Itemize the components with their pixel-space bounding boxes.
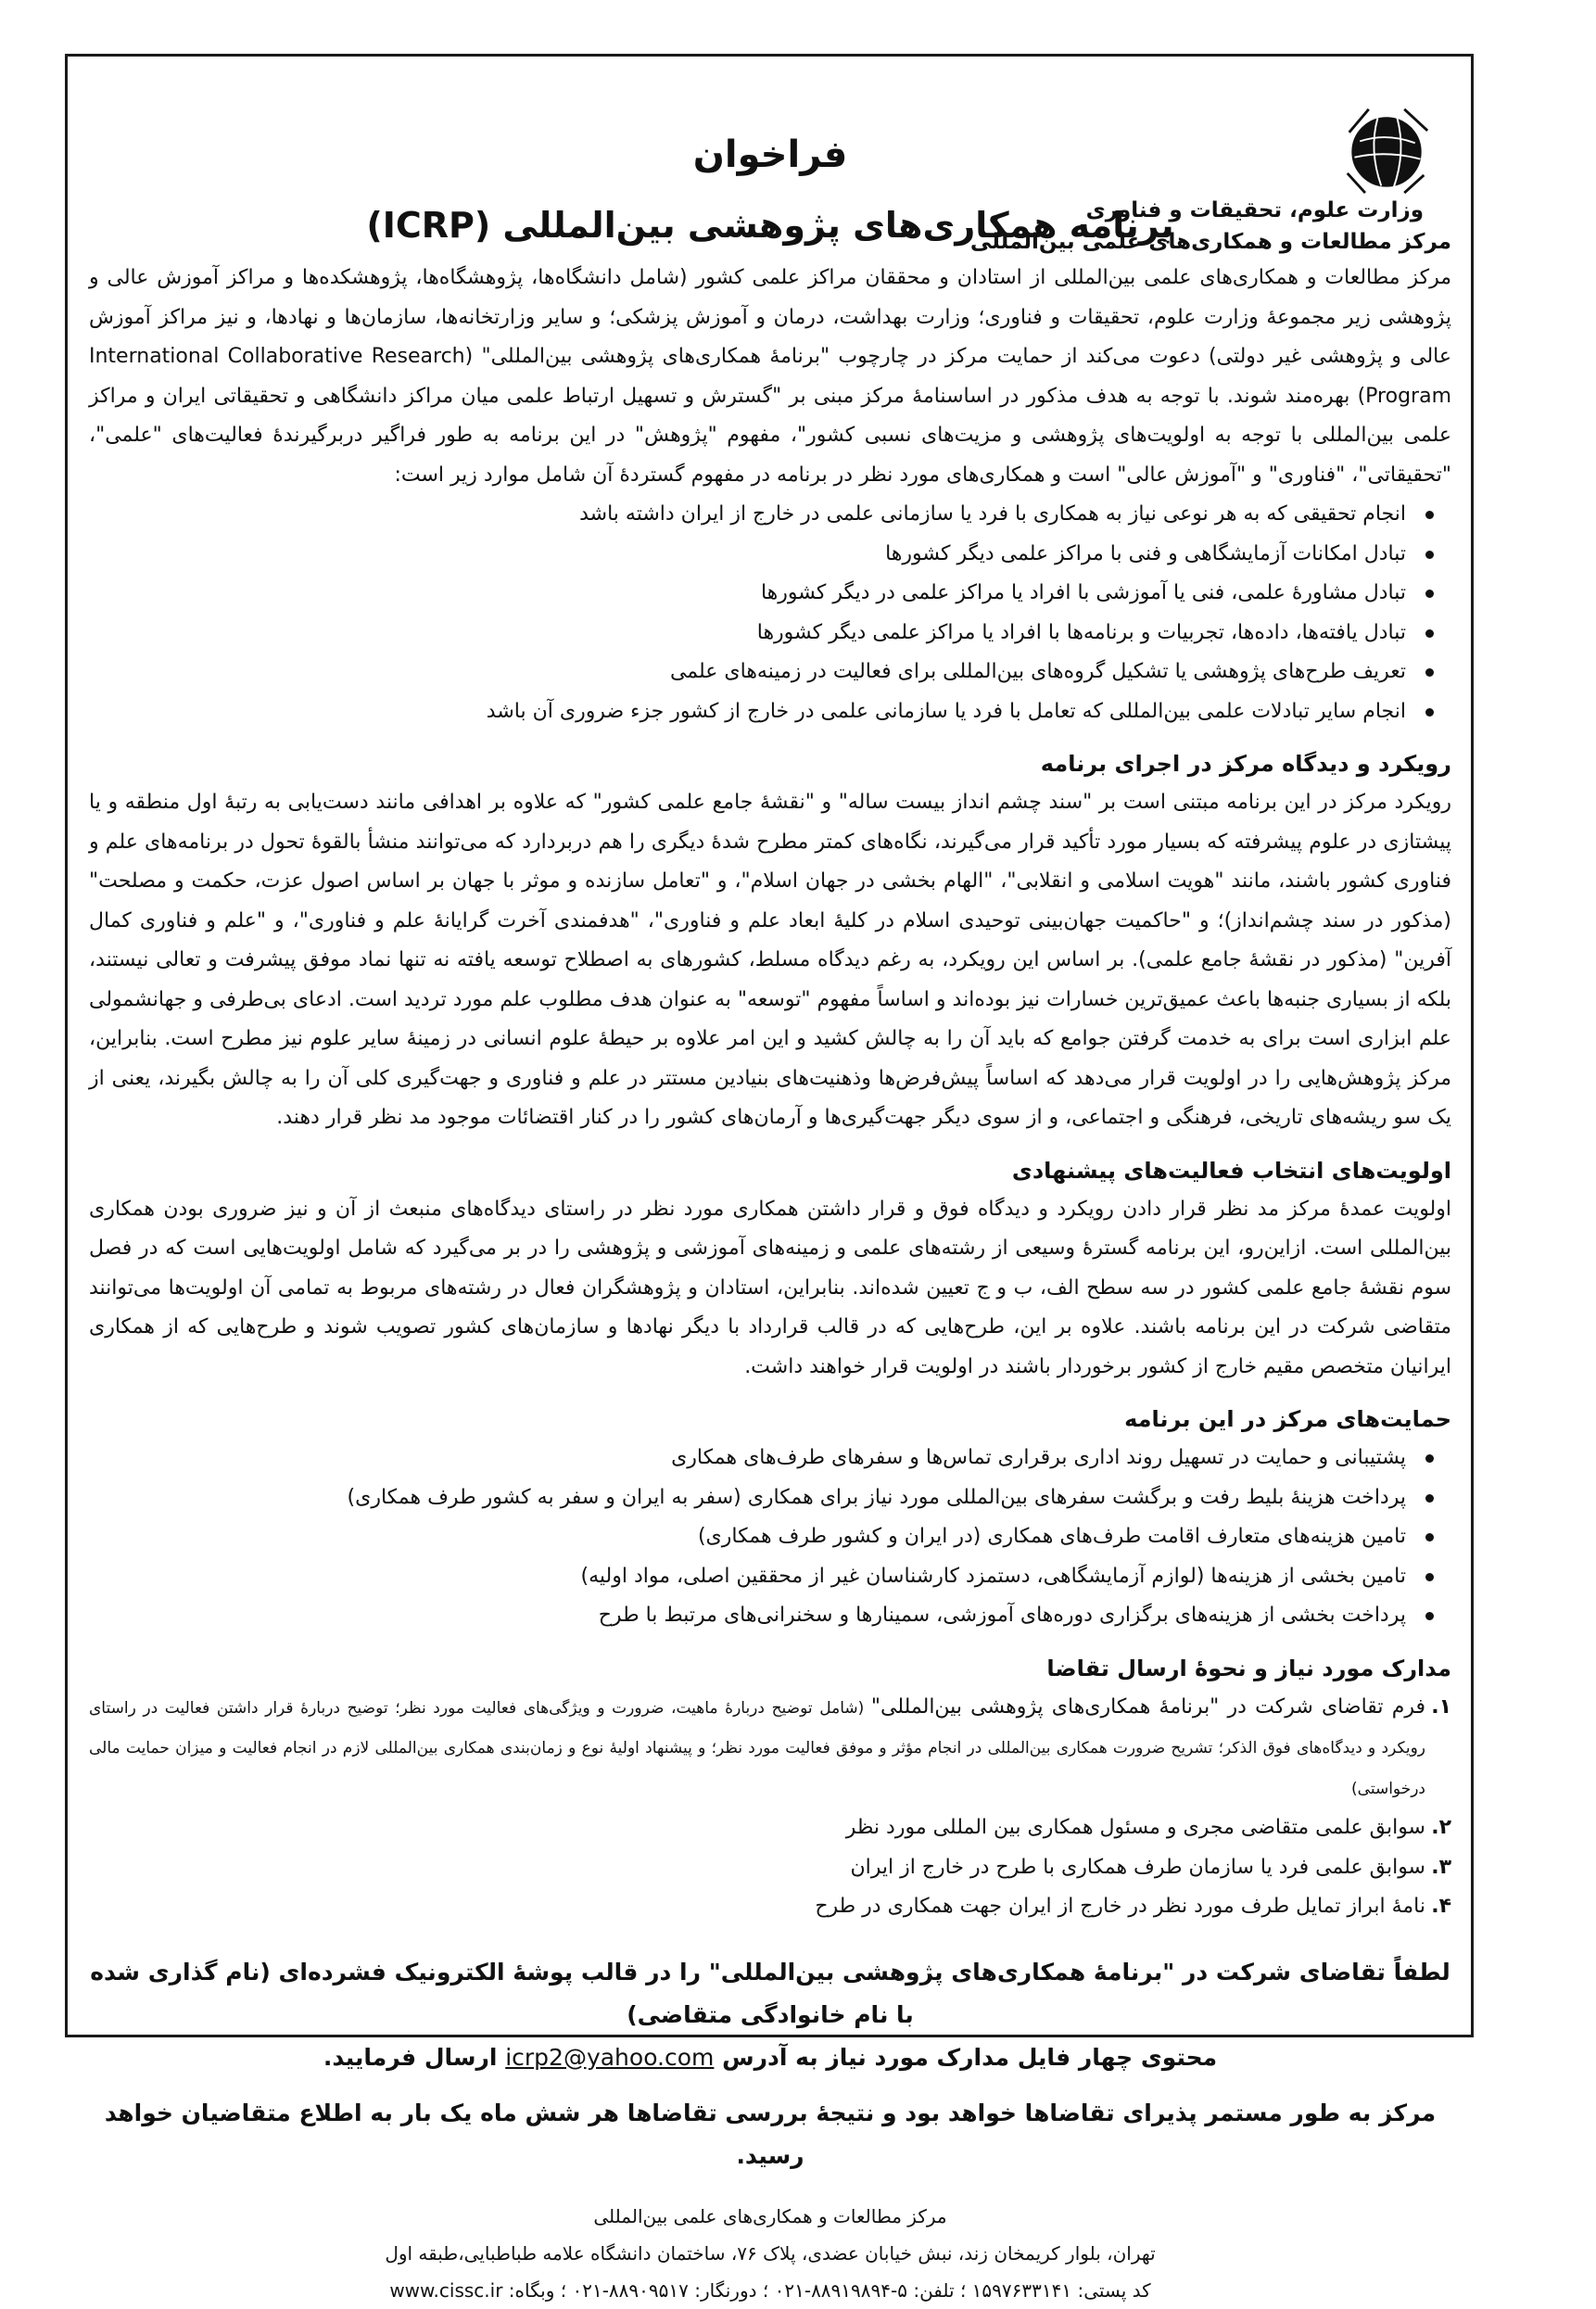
list-item: انجام تحقیقی که به هر نوعی نیاز به همکاری با فرد یا سازمانی علمی در خارج از ایران داشته باشد [89, 495, 1438, 535]
list-item: تبادل یافته‌ها، داده‌ها، تجربیات و برنامه‌ها با افراد یا مراکز علمی دیگر کشورها [89, 614, 1438, 653]
masthead [89, 59, 1451, 259]
list-item [89, 1688, 1451, 1809]
approach-paragraph: رویکرد مرکز در این برنامه مبتنی است بر "سند چشم انداز بیست ساله" و "نقشهٔ جامع علمی کشور" که علاوه بر اهدافی مانند دست‌یابی به رتبهٔ اول منطقه و یا پیشتازی در علوم پیشرفته که بسیار مورد تأکید قرار می‌گیرند، نگاه‌های کمتر مطرح شدهٔ دیگری را هم دربردارد که می‌توانند منشأ بالقوهٔ تحول در برنامه‌های علم و فناوری کشور باشند، مانند "هویت اسلامی و انقلابی"، "الهام بخشی در جهان اسلام"، و "تعامل سازنده و موثر با جهان بر اساس اصول عزت، حکمت و مصلحت" (مذکور در سند چشم‌انداز)؛ و "حاکمیت جهان‌بینی توحیدی اسلام در کلیهٔ ابعاد علم و فناوری"، "هدفمندی آخرت گرایانهٔ علم و فناوری"، و "علم و فناوری کمال آفرین" (مذکور در نقشهٔ جامع علمی). بر اساس این رویکرد، به رغم دیدگاه مسلط، کشورهای به اصطلاح توسعه یافته نه تنها نماد موفق پیشرفت و تعالی نیستند، بلکه از بسیاری جنبه‌ها باعث عمیق‌ترین خسارات نیز بوده‌اند و اساساً مفهوم "توسعه" به عنوان هدف مطلوب علم مورد تردید است. ادعای بی‌طرفی و جهانشمولی علم ابزاری است برای به خدمت گرفتن جوامع که باید آن را به چالش کشید و این امر علاوه بر حیطهٔ علوم انسانی در زمینهٔ سایر علوم نیز مطرح است. بنابراین، مرکز پژوهش‌هایی را در اولویت قرار می‌دهد که اساساً پیش‌فرض‌ها وذهنیت‌های بنیادین مستتر در علم و فناوری و جهت‌گیری کلی آن را به چالش بگیرند، یعنی از یک سو ریشه‌های تاریخی، فرهنگی و اجتماعی، و از سوی دیگر جهت‌گیری‌ها و آرمان‌های کشور را در کنار اقتضائات موجود مد نظر قرار دهند. [89, 791, 1451, 1129]
list-item: تبادل مشاورهٔ علمی، فنی یا آموزشی با افراد یا مراکز علمی در دیگر کشورها [89, 574, 1438, 614]
review-notice: مرکز به طور مستمر پذیرای تقاضاها خواهد بود و نتیجهٔ بررسی تقاضاها هر شش ماه یک بار به اطلاع متقاضیان خواهد رسید. [104, 2099, 1437, 2169]
list-item: تبادل امکانات آزمایشگاهی و فنی با مراکز علمی دیگر کشورها [89, 535, 1438, 575]
list-item [89, 1808, 1451, 1848]
item-number: ۳. [1431, 1855, 1451, 1879]
request-line-2: محتوی چهار فایل مدارک مورد نیاز به آدرس icrp2@yahoo.com ارسال فرمایید. [323, 2043, 1218, 2071]
list-item [89, 1848, 1451, 1888]
approach-heading: رویکرد و دیدگاه مرکز در اجرای برنامه [1040, 751, 1451, 777]
ministry-name: وزارت علوم، تحقیقات و فناوری [1085, 198, 1424, 222]
documents-list [89, 1688, 1451, 1927]
priorities-paragraph: اولویت عمدهٔ مرکز مد نظر قرار دادن رویکرد و دیدگاه فوق و قرار داشتن همکاری مورد نظر در راستای دیدگاه‌های منبعث از آن و نیز ضروری بودن همکاری بین‌المللی است. ازاین‌رو، این برنامه گسترهٔ وسیعی از رشته‌های علمی و زمینه‌های آموزشی و پژوهشی را در بر می‌گیرد که شامل اولویت‌هایی است که در فصل سوم نقشهٔ جامع علمی کشور در سه سطح الف، ب و ج تعیین شده‌اند. بنابراین، استادان و پژوهشگران فعال در رشته‌های مربوط به تمامی آن اولویت‌ها می‌توانند متقاضی شرکت در این برنامه باشند. علاوه بر این، طرح‌هایی که در قالب قرارداد با دیگر نهادها و سازمان‌های کشور تصویب شوند و طرح‌هایی که از همکاری ایرانیان متخصص مقیم خارج از کشور برخوردار باشند در اولویت قرار خواهند داشت. [89, 1197, 1451, 1378]
item-text: نامهٔ ابراز تمایل طرف مورد نظر در خارج از ایران جهت همکاری در طرح [815, 1895, 1425, 1918]
support-list [89, 1439, 1451, 1636]
priorities-heading: اولویت‌های انتخاب فعالیت‌های پیشنهادی [1011, 1157, 1451, 1184]
list-item: تامین هزینه‌های متعارف اقامت طرف‌های همکاری (در ایران و کشور طرف همکاری) [89, 1517, 1438, 1557]
intro-paragraph: مرکز مطالعات و همکاری‌های علمی بین‌المللی از استادان و محققان مراکز علمی کشور (شامل دانشگاه‌ها، پژوهشگاه‌ها، پژوهشکده‌ها و مراکز آموزش عالی و پژوهشی زیر مجموعهٔ وزارت علوم، تحقیقات و فناوری؛ وزارت بهداشت، درمان و آموزش پزشکی؛ و سایر وزارتخانه‌ها، سازمان‌ها و نهادها، و نیز مراکز آموزش عالی و پژوهشی غیر دولتی) دعوت می‌کند از حمایت مرکز در چارچوب "برنامهٔ همکاری‌های پژوهشی بین‌المللی" (International Collaborative Research Program) بهره‌مند شوند. با توجه به هدف مذکور در اساسنامهٔ مرکز مبنی بر "گسترش و تسهیل ارتباط علمی میان مراکز دانشگاهی و تحقیقاتی ایران و مراکز علمی بین‌المللی با توجه به اولویت‌های پژوهشی و مزیت‌های نسبی کشور"، مفهوم "پژوهش" در این برنامه به طور فراگیر دربرگیرندهٔ فعالیت‌های "علمی"، "تحقیقاتی"، "فناوری" و "آموزش عالی" است و همکاری‌های مورد نظر در برنامه در مفهوم گستردهٔ آن شامل موارد زیر است: [89, 266, 1451, 487]
email-link[interactable]: icrp2@yahoo.com [505, 2043, 715, 2071]
item-number: ۴. [1431, 1895, 1451, 1918]
footer-contact: کد پستی: ۱۵۹۷۶۳۳۱۴۱ ؛ تلفن: ۵-۸۸۹۱۹۸۹۴-۰۲۱ ؛ دورنگار: ۸۸۹۰۹۵۱۷-۰۲۱ ؛ وبگاه: www.cissc.ir [389, 2278, 1151, 2302]
documents-heading: مدارک مورد نیاز و نحوهٔ ارسال تقاضا [1046, 1655, 1451, 1681]
list-item: تعریف طرح‌های پژوهشی یا تشکیل گروه‌های بین‌المللی برای فعالیت در زمینه‌های علمی [89, 653, 1438, 692]
footer-center-name: مرکز مطالعات و همکاری‌های علمی بین‌المللی [593, 2204, 947, 2227]
program-title: برنامه همکاری‌های پژوهشی بین‌المللی (ICRP) [366, 205, 1174, 246]
list-item: انجام سایر تبادلات علمی بین‌المللی که تعامل با فرد یا سازمانی علمی در خارج از کشور جزء ضروری آن باشد [89, 692, 1438, 732]
list-item: تامین بخشی از هزینه‌ها (لوازم آزمایشگاهی، دستمزد کارشناسان غیر از محققین اصلی، مواد اولیه) [89, 1557, 1438, 1597]
website-link[interactable]: www.cissc.ir [389, 2278, 503, 2302]
center-name: مرکز مطالعات و همکاری‌های علمی بین‌المللی [969, 230, 1451, 254]
item-text: فرم تقاضای شرکت در "برنامهٔ همکاری‌های پژوهشی بین‌المللی" [870, 1694, 1425, 1719]
document-content [89, 59, 1451, 2302]
submission-request [89, 1951, 1451, 2079]
item-number: ۲. [1431, 1816, 1451, 1839]
list-item [89, 1887, 1451, 1927]
item-number: ۱. [1431, 1694, 1451, 1719]
item-detail: (شامل توضیح دربارهٔ ماهیت، ضرورت و ویژگی‌های فعالیت مورد نظر؛ توضیح دربارهٔ قرار داشتن فعالیت در راستای رویکرد و دیدگاه‌های فوق الذکر؛ تشریح ضرورت همکاری بین‌المللی در انجام مؤثر و موفق فعالیت مورد نظر؛ و پیشنهاد اولیهٔ نوع و زمان‌بندی همکاری بین‌المللی لازم در انجام فعالیت و میزان حمایت مالی درخواستی) [89, 1698, 1425, 1798]
call-title: فراخوان [692, 133, 848, 176]
list-item: پرداخت هزینهٔ بلیط رفت و برگشت سفرهای بین‌المللی مورد نیاز برای همکاری (سفر به ایران و سفر به کشور طرف همکاری) [89, 1478, 1438, 1518]
footer [89, 2198, 1451, 2309]
list-item: پرداخت بخشی از هزینه‌های برگزاری دوره‌های آموزشی، سمینارها و سخنرانی‌های مرتبط با طرح [89, 1596, 1438, 1636]
item-text: سوابق علمی فرد یا سازمان طرف همکاری با طرح در خارج از ایران [850, 1855, 1425, 1879]
support-heading: حمایت‌های مرکز در این برنامه [1124, 1406, 1451, 1432]
collaboration-types-list [89, 495, 1451, 731]
footer-address: تهران، بلوار کریمخان زند، نبش خیابان عضدی، پلاک ۷۶، ساختمان دانشگاه علامه طباطبایی،طبقه اول [385, 2241, 1156, 2265]
item-text: سوابق علمی متقاضی مجری و مسئول همکاری بین المللی مورد نظر [845, 1816, 1425, 1839]
request-line-1: لطفاً تقاضای شرکت در "برنامهٔ همکاری‌های پژوهشی بین‌المللی" را در قالب پوشهٔ الکترونیک فشرده‌ای (نام گذاری شده با نام خانوادگی متقاضی) [90, 1958, 1450, 2028]
list-item: پشتیبانی و حمایت در تسهیل روند اداری برقراری تماس‌ها و سفرهای طرف‌های همکاری [89, 1439, 1438, 1478]
